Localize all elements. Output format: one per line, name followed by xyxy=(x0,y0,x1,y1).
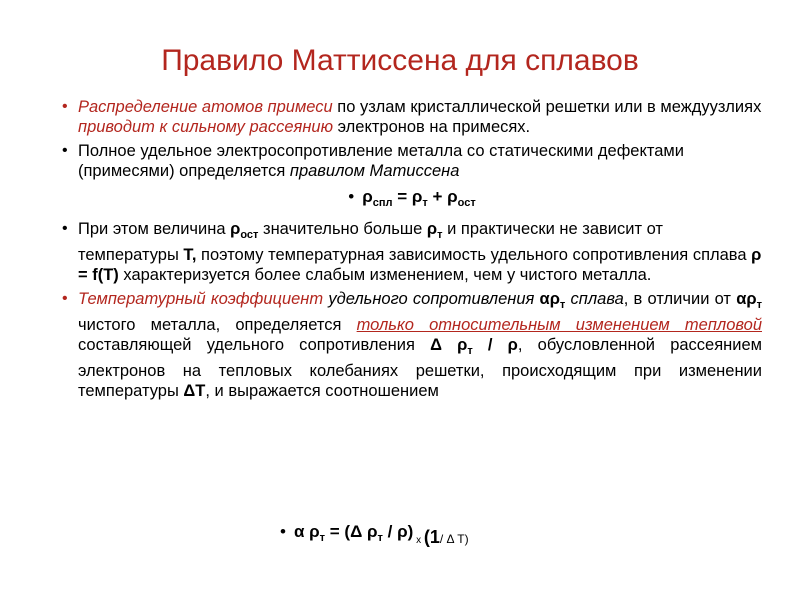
bullet-item-1 xyxy=(62,97,762,137)
slide-body xyxy=(62,97,762,405)
text: составляющей удельного сопротивления xyxy=(78,336,431,354)
text: Полное удельное электросопротивление металла со статическими дефектами (примесями) определяется xyxy=(78,142,684,180)
text: значительно больше xyxy=(258,220,427,238)
formula-part: (1 xyxy=(423,527,440,547)
formula-subscript: т xyxy=(377,532,383,544)
text-red-italic-underline: только относительным изменением тепловой xyxy=(356,316,762,334)
text-bold: Δ ρ xyxy=(430,336,468,354)
bullet-item-3 xyxy=(62,219,762,285)
formula-part: ) xyxy=(464,532,469,546)
text-bold: α xyxy=(539,290,550,308)
formula-subscript: спл xyxy=(372,197,393,209)
text-bold: ρ xyxy=(549,290,560,308)
bullet-item-4 xyxy=(62,289,762,401)
bullet-marker: • xyxy=(62,98,68,115)
text-bold: Т, xyxy=(183,246,197,264)
text: , в отличии от xyxy=(623,290,737,308)
text-bold: ρ xyxy=(426,220,438,238)
formula-part: / ρ) xyxy=(382,522,414,541)
formula-part: = (Δ ρ xyxy=(325,522,378,541)
text: , и выражается соотношением xyxy=(205,382,439,400)
formula-matthiessen xyxy=(62,187,762,213)
subscript: т xyxy=(437,229,443,241)
bullet-item-2 xyxy=(62,141,762,181)
text-bold: / ρ xyxy=(472,336,518,354)
formula-part: α ρ xyxy=(293,522,320,541)
subscript: т xyxy=(467,345,473,357)
bullet-marker: • xyxy=(280,522,286,541)
text-italic: удельного сопротивления xyxy=(323,290,540,308)
text-bold: ρ xyxy=(230,220,241,238)
subscript: т xyxy=(559,299,566,311)
formula-part: + ρ xyxy=(427,187,458,206)
formula-subscript: т xyxy=(319,532,326,544)
bullet-marker: • xyxy=(62,290,68,307)
text: поэтому температурная зависимость удельного сопротивления сплава xyxy=(196,246,752,264)
text: электронов на примесях. xyxy=(333,118,531,136)
formula-multiply: x xyxy=(413,535,424,546)
bullet-marker: • xyxy=(348,187,355,206)
text-italic: правилом Матиссена xyxy=(289,162,460,180)
text-red-italic: Температурный коэффициент xyxy=(78,290,324,308)
text-bold: ΔТ xyxy=(183,382,206,400)
text: и практически не зависит от температуры xyxy=(78,220,663,264)
formula-subscript: т xyxy=(422,197,428,209)
text: , обусловленной рассеянием электронов на тепловых колебаниях решетки, происходящим при изменении температуры xyxy=(78,336,763,400)
text: по узлам кристаллической решетки или в междуузлиях xyxy=(332,98,762,116)
formula-temperature-coefficient xyxy=(280,522,469,548)
text-bold: α xyxy=(736,290,747,308)
text-italic: сплава xyxy=(565,290,624,308)
text: характеризуется более слабым изменением, чем у чистого металла. xyxy=(118,266,652,284)
text: чистого металла, определяется xyxy=(78,316,357,334)
text-bold: ρ xyxy=(746,290,757,308)
text-bold: ρ = f(T) xyxy=(78,246,762,284)
formula-subscript: ост xyxy=(457,197,476,209)
text-red-italic: Распределение атомов примеси xyxy=(78,98,333,116)
bullet-marker: • xyxy=(62,220,68,237)
formula-part: ρ xyxy=(362,187,373,206)
subscript: ост xyxy=(240,229,259,241)
formula-part: / Δ Т xyxy=(439,532,465,546)
text: При этом величина xyxy=(78,220,231,238)
slide-title: Правило Маттиссена для сплавов xyxy=(161,44,639,77)
subscript: т xyxy=(756,299,762,311)
text-red-italic: приводит к сильному рассеянию xyxy=(78,118,333,136)
bullet-marker: • xyxy=(62,142,68,159)
formula-part: = ρ xyxy=(392,187,423,206)
